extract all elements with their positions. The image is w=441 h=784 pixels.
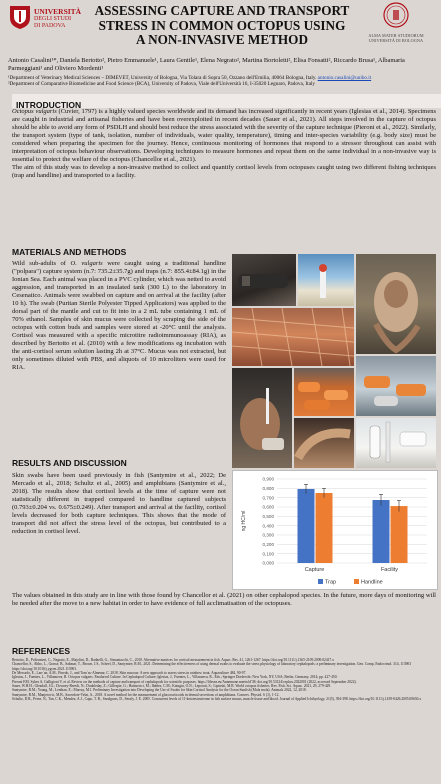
conclusion-text: The values obtained in this study are in line with those found by Chancellor et al. (2021) on other cephalopod species. In the future, more days of monitoring will be needed after the move to a new habitat in order to have evidence of full acclimatisation of the octopuses. <box>12 592 436 608</box>
photo-sample-tubes <box>356 418 436 468</box>
photo-octopus-arm-swab <box>294 418 354 468</box>
methods-species-name: O. vulgaris <box>70 260 103 267</box>
photo-handline-on-beach <box>298 254 354 306</box>
photo-orange-tubes-in-tank <box>294 368 354 416</box>
chart-svg <box>233 471 437 589</box>
introduction-heading: INTRODUCTION <box>16 100 82 110</box>
references-heading: REFERENCES <box>12 646 71 656</box>
methods-text-a: Wild sub-adults of <box>12 260 71 267</box>
legend-label-handline: Handline <box>361 579 383 586</box>
bar-handline-capture <box>316 493 333 563</box>
photo-octopus-swabbing <box>232 368 292 468</box>
reference-item: De Mercado, E., Larr´an, A.M., Pinedo, J., and Tom´as-Almenar, C. 2018. Skin mucous: A new approach to assess stress in rainbow trout. Aquaculture 484, 90-97. <box>12 671 247 676</box>
methods-text-b: were caught using a traditional handline ("polpara") capture system (n.7: 735.2±35.7g) and traps (n.7: 855.4±84.1g) in the Ionian Sea. Each animal was placed in a PVC cylinder, which was netted to avoid aggression, and transported in an insulated tank (300 L) to the laboratory in Cesenatico. Animals were swabbed on capture and on arrival at the facility (after 10 h). The swab (Puritan Sterile Polyester Tipped Applicators) was applied to the dorsal part of the mantle and cut to fit into in a 2 mL tube containing 1 mL of 70% ethanol. Samples of skin mucus were collected by scraping the side of the octopus with cotton buds and samples were stored at -20°C until the analysis. Cortisol was measured with a specific microtitre radioimmunoassay (RIA), as described by Bertotto et al. (2010) with a few modifications eg incubation with the anti-cortisol serum solution lasting 2h at 37°C. Mucus was not extracted, but only sometimes diluted with PBS, and aliquots of 10 microliters were used for RIA. <box>12 260 226 371</box>
legend-swatch-trap <box>318 579 323 584</box>
reference-item: Santymire, R.M., Manjerovic, M.B., Sacerdote-Velat, A., 2018. A novel method for the measurement of glucocorticoids in dermal secretions of amphibians. Conserv. Physiol. 6 (1), 1-12. <box>12 692 280 697</box>
y-tick-label: 0,100 <box>262 551 274 557</box>
bar-trap-facility <box>373 500 390 563</box>
author-email-link[interactable]: antonio.casalini@unibo.it <box>317 75 372 81</box>
bologna-seal-icon <box>383 2 409 28</box>
university-of-padova-logo <box>8 4 86 38</box>
photo-traps-on-boat <box>232 254 296 306</box>
photo-pvc-cylinders-in-net <box>232 308 354 366</box>
x-tick-label: Capture <box>304 567 325 573</box>
intro-species-name: Octopus vulgaris <box>12 108 57 115</box>
logo-text-line3: DI PADOVA <box>34 23 66 29</box>
y-tick-label: 0,000 <box>262 560 274 566</box>
y-tick-label: 0,700 <box>262 495 274 501</box>
reference-item: Sauer, W.H.H.; Gleadall, I.G.; Downey-Breedt, N.; Doubleday, Z.; Gillespie, G.; Haimovici, M.; Ibáñez, C.M.; Katugin, O.N.; Leporati, S.; Lipinski, M.R. World octopus fisheries. Rev. Fish. Sci. Aquac. 2021, 29, 279-429. <box>12 684 332 689</box>
introduction-text <box>12 108 436 180</box>
photo-collage <box>232 254 436 468</box>
photo-octopus-in-hand <box>356 254 436 354</box>
reference-item: Schultz, D.R., Perez, N., Tan, C.K., Mendez, A.J., Capo, T. R., Snodgrass, D., Serafy, J. E. 2005. Concurrent levels of 11-ketotestosterone in fish surface mucus, muscle tissue and blood. Journal of Applied Ichthyology, 21(5), 394-398. https://doi.org/10.1111/j.1439-0426.2005.00650.x <box>12 697 422 702</box>
y-tick-label: 0,400 <box>262 523 274 529</box>
authors-list: Antonio Casalini¹*, Daniela Bertotto², Pietro Emmanuele¹, Laura Gentile¹, Elena Negrato², Martina Bortoletti², Elisa Fonsatti², Riccardo Brusa¹, Albamaria Parmeggiani¹ and Oliviero Mordenti¹ <box>8 57 405 72</box>
cortisol-bar-chart <box>232 470 438 590</box>
y-axis-label: ng HC/ml <box>241 510 247 532</box>
reference-item: Pieroni EM, Sykes A, Galligioni V, et al. Review on the methods of capture and transport of cephalopods for scientific purposes. https://lifesea.eu/Annemone.meets/id'38; doi.org/10.53124/cephos.2022001 (2022, accessed September 2022). <box>12 679 357 684</box>
intro-aim: The aim of this study was to develop a non-invasive method to collect and quantify cortisol levels from octopuses caught using two different fishing techniques (trap and handline) and transported to a facility. <box>12 164 436 180</box>
affiliations <box>8 75 436 87</box>
reference-item: Bertotto, D., Poltronieri, C., Negrato, E., Majolini, D., Radaelli, G., Simontacchi, C., 2010. Alternative matrices for cortisol measurement in fish. Aquac. Res. 41, 1261-1267. https://doi.org/10.1111/j.1365-2109.2009.02417.x <box>12 658 334 662</box>
affiliation-2: ²Department of Comparative Biomedicine and Food Science (BCA), University of Padova, Viale dell'Università 16, I-35020 Legnaro, Padova, Italy <box>8 81 315 88</box>
bologna-logo-text: ALMA MATER STUDIORUM UNIVERSITÀ DI BOLOGNA <box>368 33 424 43</box>
logo-text-line2: DEGLI STUDI <box>34 16 72 22</box>
x-tick-label: Facility <box>380 567 399 573</box>
affiliation-1: ¹Department of Veterinary Medical Sciences – DIMEVET, University of Bologna, Via Tolara di Sopra 50, Ozzano dell'Emilia, 40064 Bologna, Italy. <box>8 75 317 81</box>
photo-tank-transport <box>356 356 436 416</box>
y-tick-label: 0,600 <box>262 504 274 510</box>
reference-item: Iglesias, J., Fuentes, L., Villanueva, R. Octopus vulgaris. Paralarval Culture. In Cephalopod Culture; Iglesias, J., Fuentes, L., Villanueva, R., Eds.; Springer Dordrecht: New York, NY, USA; Berlin, Germany, 2014; pp. 427-450. <box>12 675 338 680</box>
legend-swatch-handline <box>354 579 359 584</box>
results-text: Skin swabs have been used previously in fish (Santymire et al., 2022; De Mercado et al., 2018; Schultz et al., 2005) and amphibians (Santymire et al., 2018). The results show that cortisol levels at the time of capture were not statistically different in trapped compared to handline captured subjects (0.793±0.204 vs. 0.675±0.249). After transport and arrival at the facility, cortisol levels decreased for both capture techniques. This shows that the mode of transport did not affect the stress level of the octopus, but contributed to a reduction in cortisol level. <box>12 472 226 535</box>
y-tick-label: 0,500 <box>262 513 274 519</box>
methods-heading: MATERIALS AND METHODS <box>12 247 127 257</box>
logo-text-line1: UNIVERSITÀ <box>34 7 82 16</box>
intro-body: (Cuvier, 1797) is a highly valued species worldwide and its demand has increased significantly in recent years (Iglesias et al., 2014). Specimens are caught in industrial and artisanal fisheries and have been overexploited in recent decades (Sauer et al., 2021). All steps involved in the capture of octopus should be able to avoid any form of PSDLH and should best reduce the stress associated with the severity of the capture technique (Pieroni et al., 2022). Similarly, the transport system (type of tank, isolation, number of individuals, water quality, temperature), timing and inter-species variability (e.g. body size) must be considered when preparing the specimen for the journey. Hence, continuous monitoring of hormones that respond to a stressor throughout can assist with interpretation of octopus behaviour observations. Developing techniques to measure hormones and repeat them on the same individual in a non-invasive way is essential to protect the welfare of the octopus (Chancellor et al., 2021). <box>12 108 436 164</box>
reference-item: Chancellor, S., Abbo, L., Grasse, B., Sakmar, T., Brown, J.S., Scheel, D., Santymire, R.M., 2021. Determining the effectiveness of using dermal swabs to evaluate the stress physiology of laboratory cephalopods: a preliminary investigation. Gen. Comp. Endocrinol. 314, 113903 https://doi.org/10.1016/j.ygcen.2021.113903. <box>12 662 412 671</box>
y-tick-label: 0,200 <box>262 541 274 547</box>
poster-title: ASSESSING CAPTURE AND TRANSPORT STRESS IN COMMON OCTOPUS USING A NON-INVASIVE METHOD <box>94 3 350 48</box>
reference-item: Santymire, R.M.; Young, M.; Lenihan, E.; Murray, M.J. Preliminary Investigation into Developing the Use of Swabs for Skin Cortisol Analysis for the Ocean Sunfish (Mola mola). Animals 2022, 12, 2018. <box>12 688 307 693</box>
introduction-heading-box <box>12 94 441 108</box>
references-list <box>12 658 436 701</box>
padova-coat-of-arms-icon <box>8 4 32 30</box>
y-tick-label: 0,800 <box>262 485 274 491</box>
y-tick-label: 0,900 <box>262 476 274 482</box>
legend-label-trap: Trap <box>325 579 337 586</box>
university-of-bologna-logo <box>356 2 436 52</box>
y-tick-label: 0,300 <box>262 532 274 538</box>
bar-handline-facility <box>391 506 408 563</box>
bar-trap-capture <box>298 489 315 563</box>
results-heading: RESULTS AND DISCUSSION <box>12 458 127 468</box>
methods-text <box>12 260 226 372</box>
